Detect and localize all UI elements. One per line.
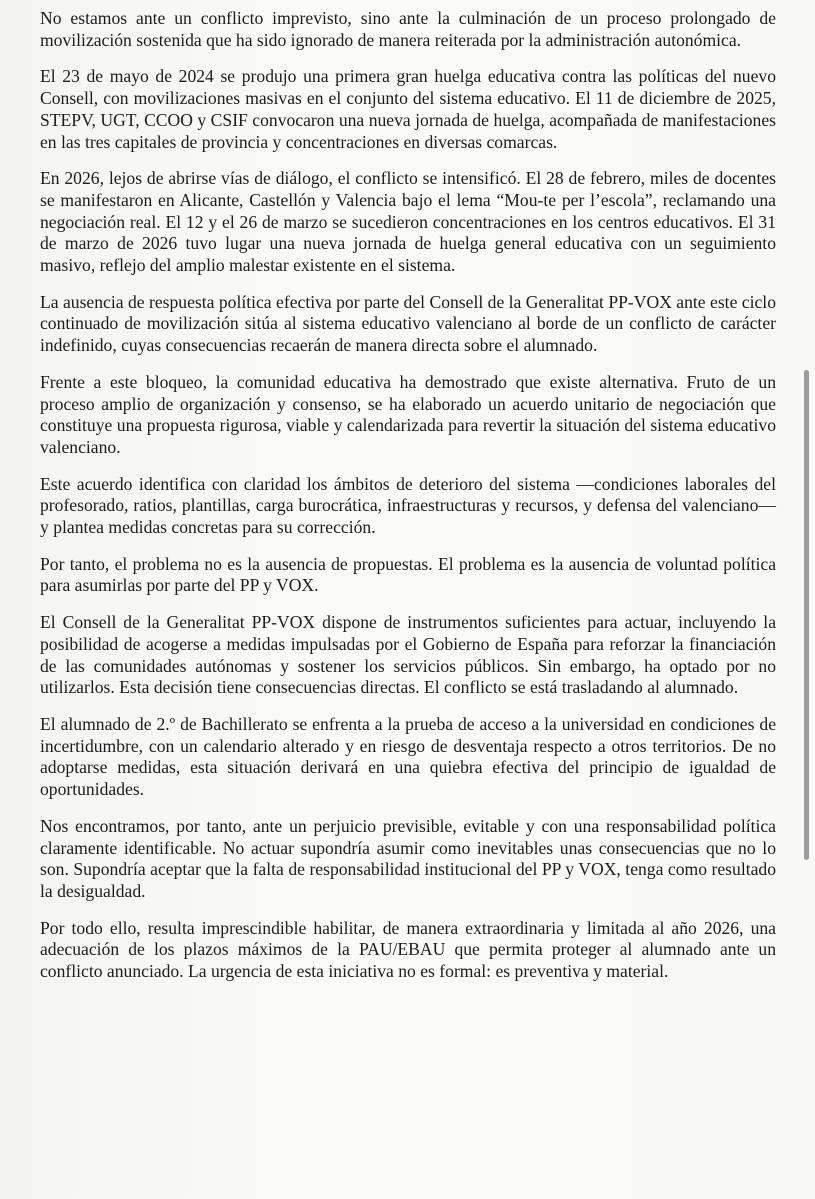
paragraph-10: Nos encontramos, por tanto, ante un perjuicio previsible, evitable y con una responsabilidad política claramente identificable. No actuar supondría asumir como inevitables unas consecuencias que no lo son. Supondría aceptar que la falta de responsabilidad institucional del PP y VOX, tenga como resultado la desigualdad. <box>40 815 776 901</box>
paragraph-6: Este acuerdo identifica con claridad los ámbitos de deterioro del sistema —condiciones laborales del profesorado, ratios, plantillas, carga burocrática, infraestructuras y recursos, y defensa del valenciano— y plantea medidas concretas para su corrección. <box>40 473 776 538</box>
paragraph-11: Por todo ello, resulta imprescindible habilitar, de manera extraordinaria y limitada al año 2026, una adecuación de los plazos máximos de la PAU/EBAU que permita proteger al alumnado ante un conflicto anunciado. La urgencia de esta iniciativa no es formal: es preventiva y material. <box>40 917 776 982</box>
paragraph-9: El alumnado de 2.º de Bachillerato se enfrenta a la prueba de acceso a la universidad en condiciones de incertidumbre, con un calendario alterado y en riesgo de desventaja respecto a otros territorios. De no adoptarse medidas, esta situación derivará en una quiebra efectiva del principio de igualdad de oportunidades. <box>40 713 776 800</box>
paragraph-7: Por tanto, el problema no es la ausencia de propuestas. El problema es la ausencia de voluntad política para asumirlas por parte del PP y VOX. <box>40 553 776 596</box>
paragraph-1: No estamos ante un conflicto imprevisto, sino ante la culminación de un proceso prolongado de movilización sostenida que ha sido ignorado de manera reiterada por la administración autonómica. <box>40 8 776 50</box>
document-body <box>40 8 776 998</box>
paragraph-2: El 23 de mayo de 2024 se produjo una primera gran huelga educativa contra las políticas del nuevo Consell, con movilizaciones masivas en el conjunto del sistema educativo. El 11 de diciembre de 2025, STEPV, UGT, CCOO y CSIF convocaron una nueva jornada de huelga, acompañada de manifestaciones en las tres capitales de provincia y concentraciones en diversas comarcas. <box>40 66 776 152</box>
paragraph-3: En 2026, lejos de abrirse vías de diálogo, el conflicto se intensificó. El 28 de febrero, miles de docentes se manifestaron en Alicante, Castellón y Valencia bajo el lema “Mou-te per l’escola”, reclamando una negociación real. El 12 y el 26 de marzo se sucedieron concentraciones en los centros educativos. El 31 de marzo de 2026 tuvo lugar una nueva jornada de huelga general educativa con un seguimiento masivo, reflejo del amplio malestar existente en el sistema. <box>40 168 776 276</box>
paragraph-8: El Consell de la Generalitat PP-VOX dispone de instrumentos suficientes para actuar, incluyendo la posibilidad de acogerse a medidas impulsadas por el Gobierno de España para reforzar la financiación de las comunidades autónomas y sostener los servicios públicos. Sin embargo, ha optado por no utilizarlos. Esta decisión tiene consecuencias directas. El conflicto se está trasladando al alumnado. <box>40 612 776 698</box>
paragraph-5: Frente a este bloqueo, la comunidad educativa ha demostrado que existe alternativa. Fruto de un proceso amplio de organización y consenso, se ha elaborado un acuerdo unitario de negociación que constituye una propuesta rigurosa, viable y calendarizada para revertir la situación del sistema educativo valenciano. <box>40 371 776 457</box>
paragraph-4: La ausencia de respuesta política efectiva por parte del Consell de la Generalitat PP-VOX ante este ciclo continuado de movilización sitúa al sistema educativo valenciano al borde de un conflicto de carácter indefinido, cuyas consecuencias recaerán de manera directa sobre el alumnado. <box>40 291 776 356</box>
vertical-scrollbar[interactable] <box>804 370 809 860</box>
